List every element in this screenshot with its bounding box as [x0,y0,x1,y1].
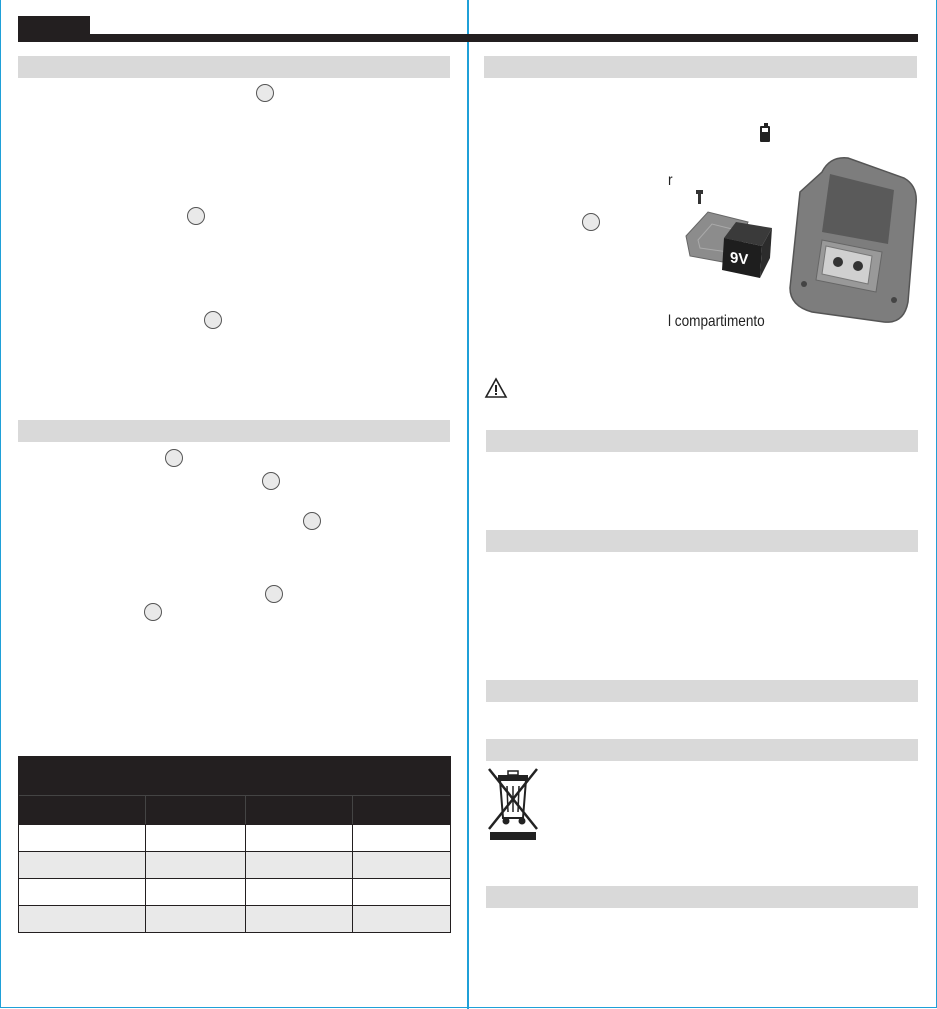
figure-text-fragment: l compartimento [668,313,765,330]
table-cell [246,852,353,878]
table-cell [19,852,146,878]
battery-label: 9V [730,249,749,269]
table-header-cell [146,796,246,824]
table-cell [146,825,246,851]
section-bar [484,56,917,78]
table-cell [19,906,146,932]
table-cell [246,879,353,905]
warning-triangle-icon [484,377,508,399]
table-header-row [19,795,450,824]
reference-marker [187,207,205,225]
screw-icon [696,190,703,204]
table-cell [146,879,246,905]
section-bar [486,530,918,552]
section-bar [486,680,918,702]
table-cell [146,906,246,932]
table-cell [353,852,450,878]
table-cell [353,879,450,905]
reference-marker [265,585,283,603]
section-bar [18,56,450,78]
table-row [19,851,450,878]
reference-marker [582,213,600,231]
battery-icon [760,126,770,142]
table-row [19,905,450,932]
table-header-cell [246,796,353,824]
section-bar [18,420,450,442]
data-table [18,756,451,933]
table-cell [19,879,146,905]
table-cell [19,825,146,851]
multimeter-rear-view [790,158,916,322]
section-bar [486,739,918,761]
table-cell [246,906,353,932]
figure-text-fragment: r [668,172,673,189]
header-rule [18,34,918,42]
table-cell [353,825,450,851]
table-row [19,824,450,851]
battery-replacement-illustration [672,152,922,332]
table-header-band [19,757,450,795]
reference-marker [204,311,222,329]
reference-marker [144,603,162,621]
table-cell [146,852,246,878]
reference-marker [303,512,321,530]
reference-marker [256,84,274,102]
table-header-cell [19,796,146,824]
reference-marker [262,472,280,490]
table-cell [353,906,450,932]
table-cell [246,825,353,851]
section-bar [486,430,918,452]
table-header-cell [353,796,450,824]
reference-marker [165,449,183,467]
column-divider [467,0,469,1009]
crossed-wheelie-bin-icon [486,766,540,842]
section-bar [486,886,918,908]
table-row [19,878,450,905]
